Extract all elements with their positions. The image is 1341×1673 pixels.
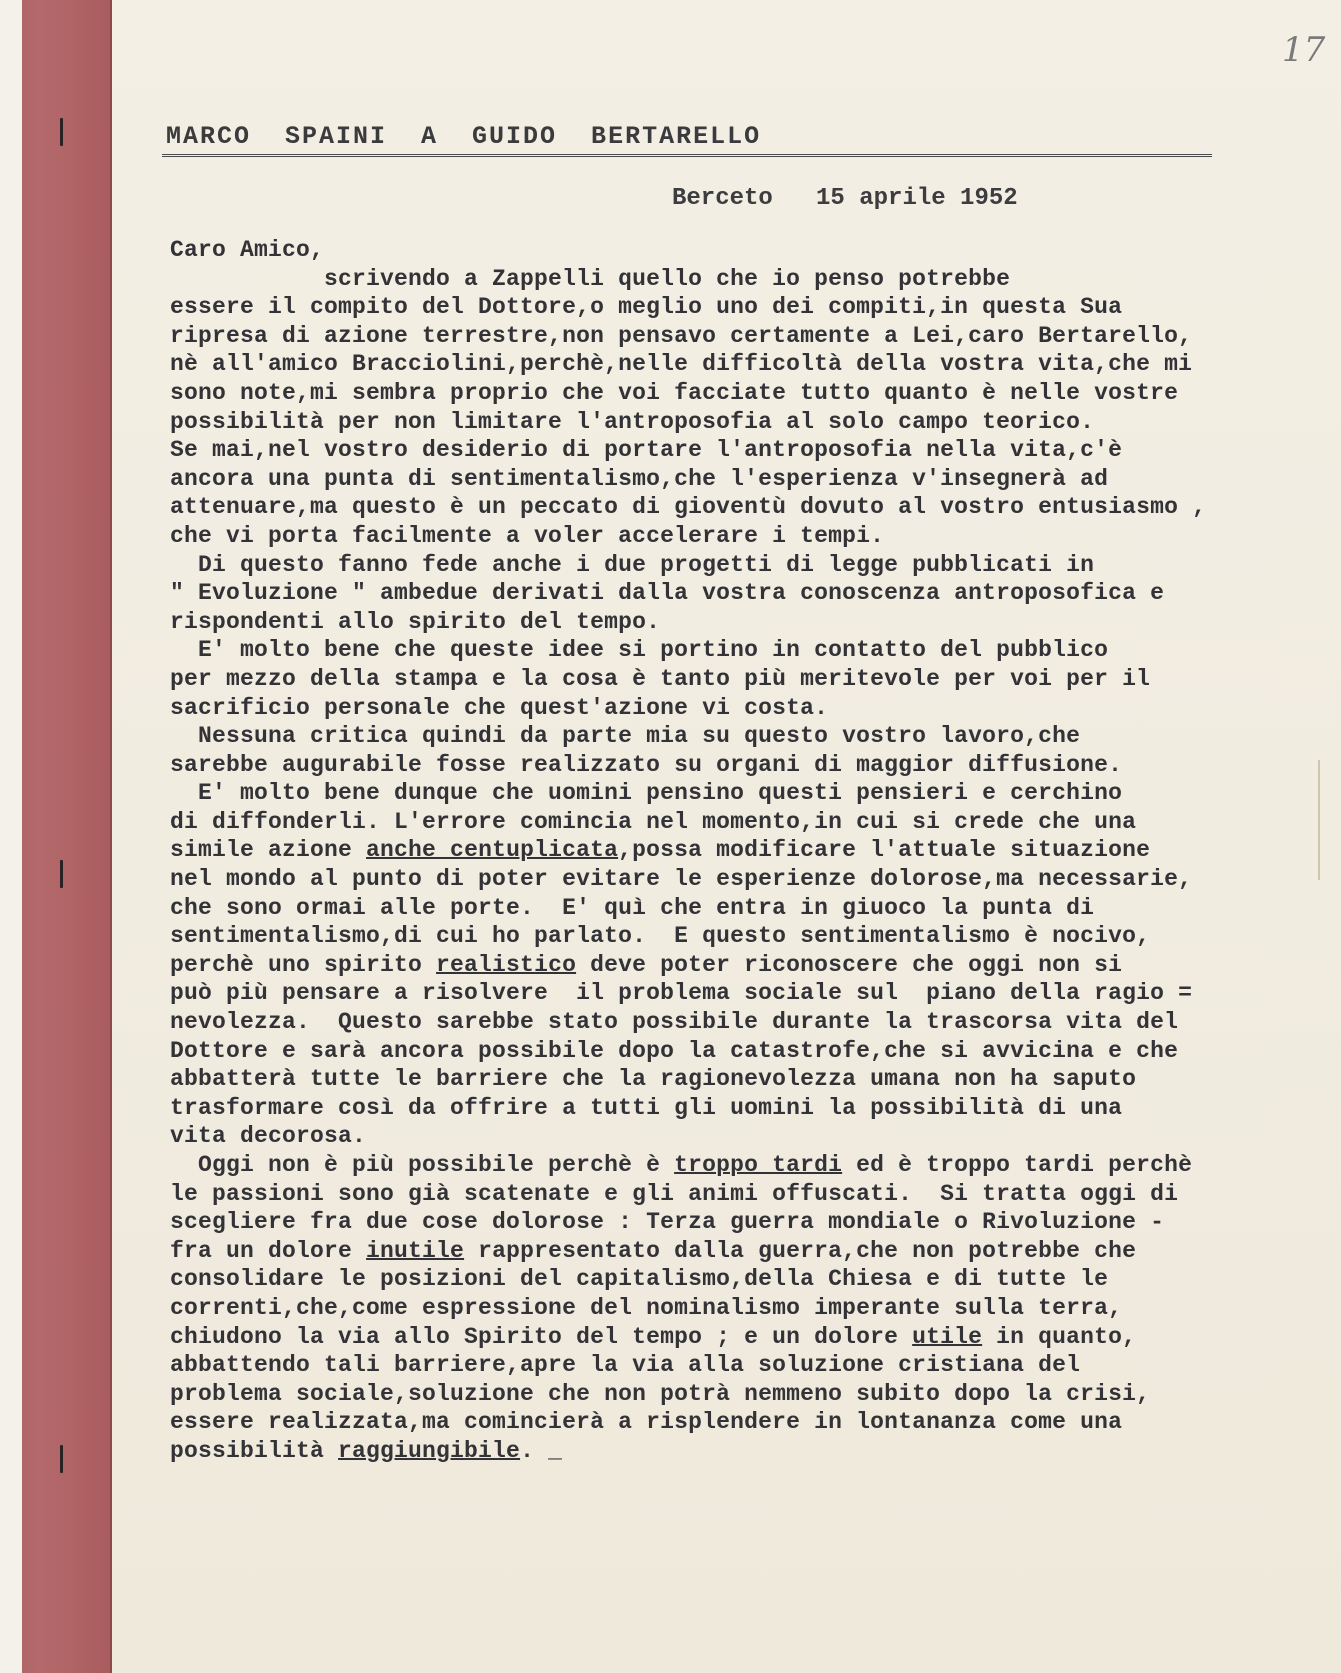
letter-line: vita decorosa.: [170, 1123, 367, 1150]
letter-line: perchè uno spirito realistico deve poter riconoscere che oggi non si: [170, 951, 1123, 978]
letter-line: consolidare le posizioni del capitalismo,della Chiesa e di tutte le: [170, 1266, 1109, 1293]
letter-line: E' molto bene dunque che uomini pensino questi pensieri e cerchino: [170, 780, 1123, 807]
letter-line: possibilità raggiungibile. _: [170, 1437, 563, 1464]
letter-line: sarebbe augurabile fosse realizzato su organi di maggior diffusione.: [170, 751, 1123, 778]
date-line: Berceto 15 aprile 1952: [672, 185, 1018, 212]
letter-line: Dottore e sarà ancora possibile dopo la catastrofe,che si avvicina e che: [170, 1037, 1179, 1064]
letter-line: Oggi non è più possibile perchè è troppo tardi ed è troppo tardi perchè: [170, 1152, 1193, 1178]
paper-fold: [1318, 760, 1320, 880]
letter-line: abbatterà tutte le barriere che la ragionevolezza umana non ha saputo: [170, 1066, 1137, 1093]
letter-line: attenuare,ma questo è un peccato di gioventù dovuto al vostro entusiasmo ,: [170, 494, 1207, 521]
letter-line: può più pensare a risolvere il problema sociale sul piano della ragio =: [170, 980, 1193, 1007]
salutation: Caro Amico,: [170, 237, 325, 263]
letter-body: [170, 236, 1310, 1466]
letter-line: correnti,che,come espressione del nominalismo imperante sulla terra,: [170, 1294, 1123, 1321]
letter-line: Di questo fanno fede anche i due progetti di legge pubblicati in: [170, 551, 1095, 578]
letter-line: essere realizzata,ma comincierà a risplendere in lontananza come una: [170, 1409, 1123, 1436]
letter-line: le passioni sono già scatenate e gli animi offuscati. Si tratta oggi di: [170, 1180, 1179, 1207]
binding-staple-mark: [60, 860, 63, 888]
letter-line: Nessuna critica quindi da parte mia su questo vostro lavoro,che: [170, 723, 1081, 750]
page-edge: [0, 0, 22, 1673]
letter-line: E' molto bene che queste idee si portino in contatto del pubblico: [170, 637, 1109, 664]
letter-line: fra un dolore inutile rappresentato dalla guerra,che non potrebbe che: [170, 1237, 1137, 1264]
letter-line: ancora una punta di sentimentalismo,che l'esperienza v'insegnerà ad: [170, 465, 1109, 492]
letter-line: trasformare così da offrire a tutti gli uomini la possibilità di una: [170, 1094, 1123, 1121]
letter-heading: MARCO SPAINI A GUIDO BERTARELLO: [166, 122, 762, 151]
heading-underline: [162, 154, 1212, 157]
letter-line: per mezzo della stampa e la cosa è tanto più meritevole per voi per il: [170, 665, 1151, 692]
letter-line: che sono ormai alle porte. E' quì che entra in giuoco la punta di: [170, 894, 1095, 921]
letter-line: sacrificio personale che quest'azione vi costa.: [170, 694, 829, 721]
letter-line: " Evoluzione " ambedue derivati dalla vostra conoscenza antroposofica e: [170, 580, 1165, 607]
letter-line: sono note,mi sembra proprio che voi facciate tutto quanto è nelle vostre: [170, 379, 1179, 406]
body-lines: [170, 265, 1310, 1466]
binding-staple-mark: [60, 1445, 63, 1473]
letter-line: problema sociale,soluzione che non potrà nemmeno subito dopo la crisi,: [170, 1380, 1151, 1407]
letter-line: ripresa di azione terrestre,non pensavo certamente a Lei,caro Bertarello,: [170, 322, 1193, 349]
letter-line: abbattendo tali barriere,apre la via alla soluzione cristiana del: [170, 1352, 1081, 1379]
letter-line: che vi porta facilmente a voler accelerare i tempi.: [170, 522, 885, 549]
letter-line: rispondenti allo spirito del tempo.: [170, 608, 661, 635]
letter-line: possibilità per non limitare l'antroposofia al solo campo teorico.: [170, 408, 1095, 435]
letter-line: scegliere fra due cose dolorose : Terza guerra mondiale o Rivoluzione -: [170, 1209, 1165, 1236]
binding-staple-mark: [60, 118, 63, 146]
letter-line: simile azione anche centuplicata,possa modificare l'attuale situazione: [170, 837, 1151, 864]
letter-line: Se mai,nel vostro desiderio di portare l'antroposofia nella vita,c'è: [170, 437, 1123, 464]
letter-line: nel mondo al punto di poter evitare le esperienze dolorose,ma necessarie,: [170, 866, 1193, 893]
letter-line: scrivendo a Zappelli quello che io penso potrebbe: [170, 265, 1011, 292]
letter-line: di diffonderli. L'errore comincia nel momento,in cui si crede che una: [170, 808, 1137, 835]
letter-line: essere il compito del Dottore,o meglio uno dei compiti,in questa Sua: [170, 294, 1123, 321]
handwritten-page-number: 17: [1282, 30, 1326, 70]
letter-line: nevolezza. Questo sarebbe stato possibile durante la trascorsa vita del: [170, 1009, 1179, 1036]
letter-line: sentimentalismo,di cui ho parlato. E questo sentimentalismo è nocivo,: [170, 923, 1151, 950]
letter-line: nè all'amico Bracciolini,perchè,nelle difficoltà della vostra vita,che mi: [170, 351, 1193, 378]
letter-line: chiudono la via allo Spirito del tempo ; e un dolore utile in quanto,: [170, 1323, 1137, 1350]
